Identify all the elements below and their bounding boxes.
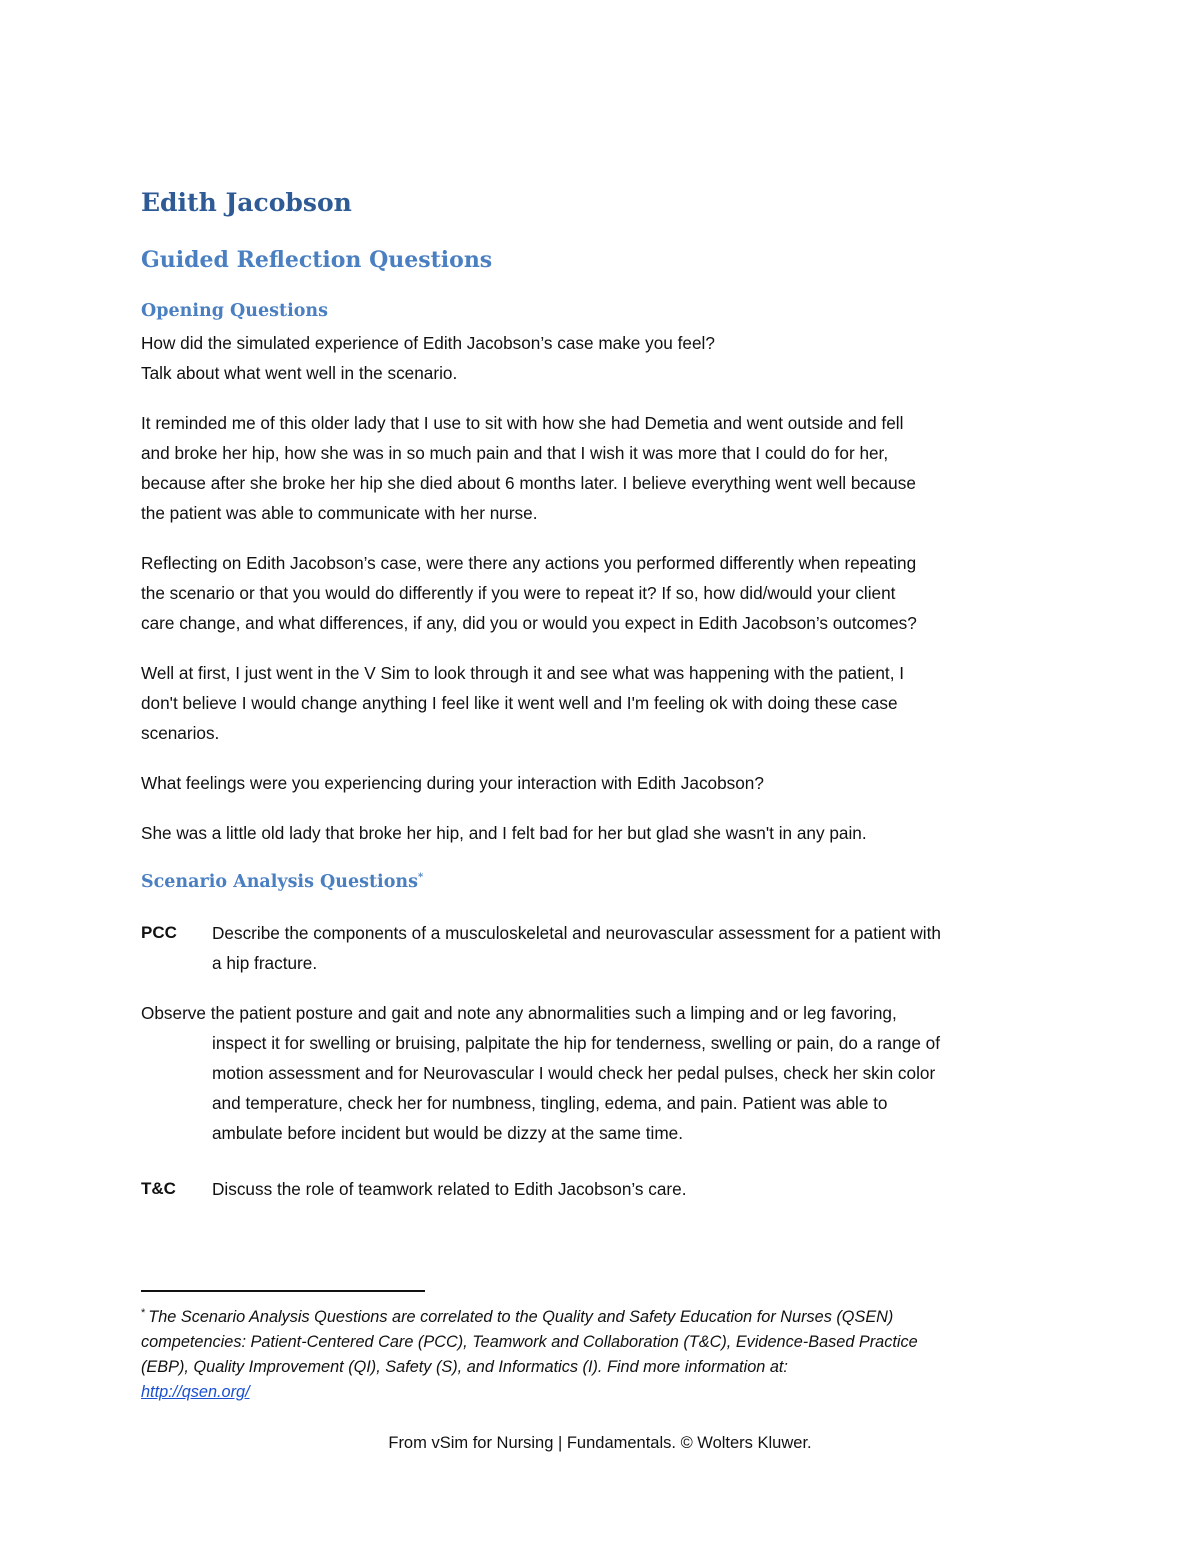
tc-label: T&C <box>141 1179 176 1198</box>
answer-line: scenarios. <box>141 723 220 743</box>
footnote-line: (EBP), Quality Improvement (QI), Safety (S), and Informatics (I). Find more information at: <box>141 1358 788 1376</box>
footnote-mark: * <box>141 1306 146 1319</box>
opening-answer-3: She was a little old lady that broke her hip, and I felt bad for her but glad she wasn't in any pain. <box>141 823 867 843</box>
footnote-line <box>141 1305 918 1330</box>
footnote <box>141 1305 918 1405</box>
qsen-link[interactable]: http://qsen.org/ <box>141 1383 250 1401</box>
question-line: Reflecting on Edith Jacobson’s case, were there any actions you performed differently when repeating <box>141 553 917 573</box>
opening-question-1-line-2: Talk about what went well in the scenario. <box>141 363 458 383</box>
answer-line: the patient was able to communicate with her nurse. <box>141 503 538 523</box>
answer-line: ambulate before incident but would be dizzy at the same time. <box>212 1123 684 1143</box>
opening-questions-heading: Opening Questions <box>141 301 328 321</box>
scenario-heading-text: Scenario Analysis Questions <box>141 872 418 892</box>
answer-line: inspect it for swelling or bruising, palpitate the hip for tenderness, swelling or pain, do a range of <box>212 1033 941 1053</box>
document-title: Edith Jacobson <box>141 188 352 217</box>
footnote-text: The Scenario Analysis Questions are correlated to the Quality and Safety Education for Nurses (QSEN) <box>148 1308 894 1326</box>
pcc-answer <box>141 998 941 1148</box>
scenario-analysis-heading <box>141 872 423 892</box>
question-line: the scenario or that you would do differently if you were to repeat it? If so, how did/would your client <box>141 583 896 603</box>
tc-question: Discuss the role of teamwork related to Edith Jacobson’s care. <box>212 1179 687 1199</box>
answer-line: Well at first, I just went in the V Sim to look through it and see what was happening with the patient, I <box>141 663 905 683</box>
footnote-reference: * <box>417 872 424 884</box>
opening-question-3: What feelings were you experiencing during your interaction with Edith Jacobson? <box>141 773 764 793</box>
pcc-question <box>212 918 941 978</box>
footnote-divider <box>141 1290 425 1292</box>
answer-line: don't believe I would change anything I feel like it went well and I'm feeling ok with doing these case <box>141 693 898 713</box>
pcc-label: PCC <box>141 923 177 942</box>
footnote-line: competencies: Patient-Centered Care (PCC), Teamwork and Collaboration (T&C), Evidence-Based Practice <box>141 1333 918 1351</box>
question-line: care change, and what differences, if any, did you or would you expect in Edith Jacobson’s outcomes? <box>141 613 917 633</box>
question-line: a hip fracture. <box>212 953 318 973</box>
page-footer: From vSim for Nursing | Fundamentals. © Wolters Kluwer. <box>388 1434 812 1452</box>
document-subtitle: Guided Reflection Questions <box>141 247 493 273</box>
answer-line: Observe the patient posture and gait and note any abnormalities such a limping and or leg favoring, <box>141 1003 897 1023</box>
question-line: Describe the components of a musculoskeletal and neurovascular assessment for a patient with <box>212 923 941 943</box>
opening-answer-2 <box>141 658 904 748</box>
answer-line: motion assessment and for Neurovascular I would check her pedal pulses, check her skin color <box>212 1063 936 1083</box>
opening-question-1-line-1: How did the simulated experience of Edith Jacobson’s case make you feel? <box>141 333 715 353</box>
answer-line: because after she broke her hip she died about 6 months later. I believe everything went well because <box>141 473 916 493</box>
answer-line: It reminded me of this older lady that I use to sit with how she had Demetia and went outside and fell <box>141 413 904 433</box>
answer-line: and broke her hip, how she was in so much pain and that I wish it was more that I could do for her, <box>141 443 889 463</box>
opening-answer-1 <box>141 408 916 528</box>
opening-question-2 <box>141 548 917 638</box>
answer-line: and temperature, check her for numbness, tingling, edema, and pain. Patient was able to <box>212 1093 888 1113</box>
footnote-link-row <box>141 1380 918 1405</box>
